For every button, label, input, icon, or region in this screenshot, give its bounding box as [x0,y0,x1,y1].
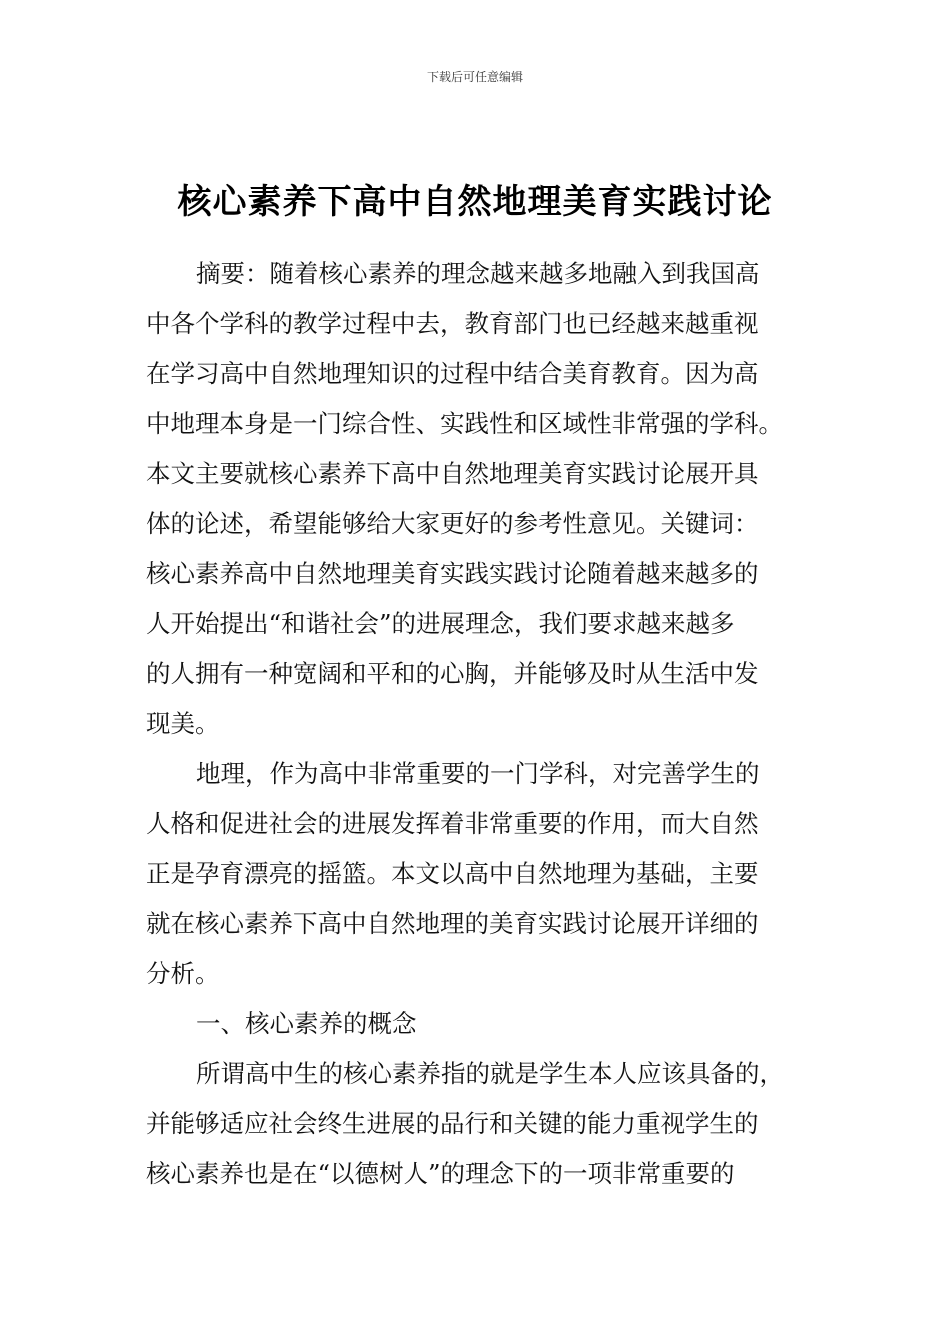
body-line: 摘要：随着核心素养的理念越来越多地融入到我国高 [196,259,760,288]
body-line: 的人拥有一种宽阔和平和的心胸，并能够及时从生活中发 [146,659,759,688]
body-line: 中地理本身是一门综合性、实践性和区域性非常强的学科。 [146,409,783,438]
body-line: 正是孕育漂亮的摇篮。本文以高中自然地理为基础，主要 [146,859,759,888]
body-line: 核心素养也是在“以德树人”的理念下的一项非常重要的 [146,1159,735,1188]
body-line: 地理，作为高中非常重要的一门学科，对完善学生的 [196,759,760,788]
body-line: 体的论述，希望能够给大家更好的参考性意见。关键词： [146,509,759,538]
body-line: 并能够适应社会终生进展的品行和关键的能力重视学生的 [146,1109,759,1138]
body-line: 人开始提出“和谐社会”的进展理念，我们要求越来越多 [146,609,735,638]
document-title: 核心素养下高中自然地理美育实践讨论 [177,182,773,222]
body-line: 本文主要就核心素养下高中自然地理美育实践讨论展开具 [146,459,759,488]
body-line: 所谓高中生的核心素养指的就是学生本人应该具备的， [196,1059,784,1088]
body-line: 现美。 [146,709,220,738]
body-line: 在学习高中自然地理知识的过程中结合美育教育。因为高 [146,359,759,388]
body-line: 人格和促进社会的进展发挥着非常重要的作用，而大自然 [146,809,759,838]
body-line: 就在核心素养下高中自然地理的美育实践讨论展开详细的 [146,909,759,938]
header-note: 下载后可任意编辑 [426,70,523,84]
body-line: 中各个学科的教学过程中去，教育部门也已经越来越重视 [146,309,759,338]
section-heading: 一、核心素养的概念 [196,1009,417,1038]
body-line: 分析。 [146,959,220,988]
body-line: 核心素养高中自然地理美育实践实践讨论随着越来越多的 [146,559,759,588]
